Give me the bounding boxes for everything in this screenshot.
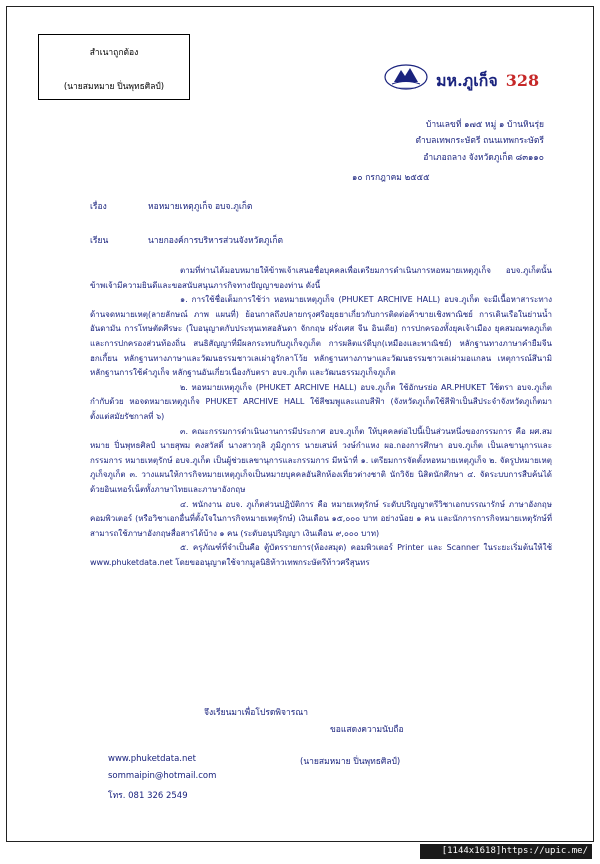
subject-label: เรื่อง xyxy=(90,202,107,212)
body-paragraph-5: ๕. ครุภัณฑ์ที่จำเป็นคือ ตู้บัตรรายการ(ห้องสมุด) คอมพิวเตอร์ Printer และ Scanner ในระยะเริ่มต้นให้ใช้ www.phuketdata.net โดยขออนุญาตใช้จากมูลนิธิท้าวเทพกระษัตรีท้าวศรีสุนทร xyxy=(90,543,552,567)
salutation-label: เรียน xyxy=(90,236,109,246)
certifier-name: (นายสมหมาย ปิ่นพุทธศิลป์) xyxy=(63,82,165,92)
upload-watermark: [1144x1618]https://upic.me/ xyxy=(420,844,592,859)
body-paragraph-2: ๒. หอหมายเหตุภูเก็จ (PHUKET ARCHIVE HALL) อบจ.ภูเก็ต ใช้อักษรย่อ AR.PHUKET ใช้ตรา อบจ.ภูเก็ต กำกับด้วย หอจดหมายเหตุภูเก็จ PHUKET ARCHIVE HALL ใช้สีชมพูและแถบสีฟ้า (จังหวัดภูเก็ตใช้สีฟ้าเป็นสีประจำจังหวัดภูเก็ตมาตั้งแต่สมัยรัชกาลที่ ๖) xyxy=(90,382,552,421)
body-paragraph-1: ๑. การใช้ชื่อเต็มการใช้ว่า หอหมายเหตุภูเก็จ (PHUKET ARCHIVE HALL) อบจ.ภูเก็ต จะมีเนื้อหาสาระทางด้านจดหมายเหตุ(ลายลักษณ์ ภาพ แผนที่) ย้อนกาลถึงปลายกรุงศรีอยุธยาเกี่ยวกับการติดต่อค้าขายเชิงพาณิชย์ การเดินเรือในย่านน้ำอันดามัน การโทษตัดศีรษะ (ใบอนุญาตกับประทุนเทสอลันดา จักกฤษ ฝรั่งเศส จีน อินเดีย) การปกครองทั้งยุคเจ้าเมือง ยุคสมณฑลภูเก็ตและการปกครองส่วนท้องถิ่น สนธิสัญญาที่มีผลกระทบกับภูเก็จภูเก็ต การผลิตแร่ดีบุก(เหมืองและพาณิชย์) หลักฐานทางภาษาคำยืมจีนฮกเกี้ยน หลักฐานทางภาษาและวัฒนธรรมชาวเลเผ่าอูรักลาโว้ย หลักฐานทางภาษาและวัฒนธรรมชาวเลเผ่ามอแกลน เหตุการณ์สึนามิ หลักฐานการใช้คำภูเก็จ หลักฐานอันเกี่ยวเนื่องกับตรา อบจ.ภูเก็ต และวัฒนธรรมภูเก็จภูเก็ต xyxy=(90,295,552,378)
contact-email[interactable]: sommaipin@hotmail.com xyxy=(108,771,217,781)
address-line-2: ตำบลเทพกระษัตรี ถนนเทพกระษัตรี xyxy=(415,136,544,146)
contact-website[interactable]: www.phuketdata.net xyxy=(108,754,196,764)
certified-copy-label: สำเนาถูกต้อง xyxy=(89,48,139,58)
letter-date: ๑๐ กรกฎาคม ๒๕๕๕ xyxy=(352,173,430,183)
body-paragraph-3: ๓. คณะกรรมการดำเนินงานการมีประกาศ อบจ.ภูเก็ต ให้บุคคลต่อไปนี้เป็นส่วนหนึ่งของกรรมการ คือ ผศ.สมหมาย ปิ่นพุทธศิลป์ นายสุพม คงสวัสดิ์ นางสาวกุลิ ภูมิภูการ นายเสน่ห์ วงษ์กำแหง ผอ.กองการศึกษา อบจ.ภูเก็ต เป็นเลขานุการและกรรมการ หมายเหตุรักษ์ อบจ.ภูเก็ต เป็นผู้ช่วยเลขานุการและกรรมการ มีหน้าที่ ๑. เตรียมการจัดตั้งหอหมายเหตุภูเก็จ ๒. จัดรูปหมายเหตุภูเก็จภูเก็ต ๓. วางแผนให้การกิจหมายเหตุภูเก็จเป็นหมายบุคคลอันสิกห้องเที่ยวต่างชาติ นักวิจัย นิสิตนักศึกษา ๔. จัดระบบการสืบค้นได้ด้วยอินเทอร์เน็ตทั้งภาษาไทยและภาษาอังกฤษ xyxy=(90,426,552,494)
salutation-value: นายกองค์การบริหารส่วนจังหวัดภูเก็ต xyxy=(148,236,284,246)
address-line-1: บ้านเลขที่ ๑๗๕ หมู่ ๑ บ้านหินรุ่ย xyxy=(425,120,544,130)
body-paragraph-intro: ตามที่ท่านได้มอบหมายให้ข้าพเจ้าเสนอชื่อบุคคลเพื่อเตรียมการดำเนินการหอหมายเหตุภูเก็จ อบจ.ภูเก็ตนั้น ข้าพเจ้ามีความยินดีและขอสนับสนุนภารกิจทางปัญญาของท่าน ดังนี้ xyxy=(90,266,552,290)
subject-value: หอหมายเหตุภูเก็จ อบจ.ภูเก็ต xyxy=(148,202,253,212)
letter-body xyxy=(90,264,552,570)
signoff-line: ขอแสดงความนับถือ xyxy=(330,725,404,735)
organization-abbr: มห.ภูเก็จ xyxy=(436,71,498,90)
contact-phone: โทร. 081 326 2549 xyxy=(108,791,188,801)
address-line-3: อำเภอถลาง จังหวัดภูเก็ต ๘๓๑๑๐ xyxy=(423,153,544,163)
body-paragraph-4: ๔. พนักงาน อบจ. ภูเก็ตส่วนปฏิบัติการ คือ หมายเหตุรักษ์ ระดับปริญญาตรีวิชาเอกบรรณารักษ์ ภาษาอังกฤษ คอมพิวเตอร์ (หรือวิชาเอกอื่นที่ตั้งใจในการกิจหมายเหตุรักษ์) เงินเดือน ๑๕,๐๐๐ บาท อย่างน้อย ๑ คน และนักการการกิจหมายเหตุรักษ์ที่สามารถใช้ภาษาอังกฤษสื่อสารได้บ้าง ๑ คน (ระดับอนุปริญญา เงินเดือน ๙,๐๐๐ บาท) xyxy=(90,499,552,538)
document-number: 328 xyxy=(505,71,540,90)
signature-name: (นายสมหมาย ปิ่นพุทธศิลป์) xyxy=(300,757,401,767)
organization-logo-icon xyxy=(382,62,430,92)
certified-copy-box xyxy=(38,34,190,100)
document-header-id xyxy=(436,69,539,94)
closing-line: จึงเรียนมาเพื่อโปรดพิจารณา xyxy=(204,708,309,718)
